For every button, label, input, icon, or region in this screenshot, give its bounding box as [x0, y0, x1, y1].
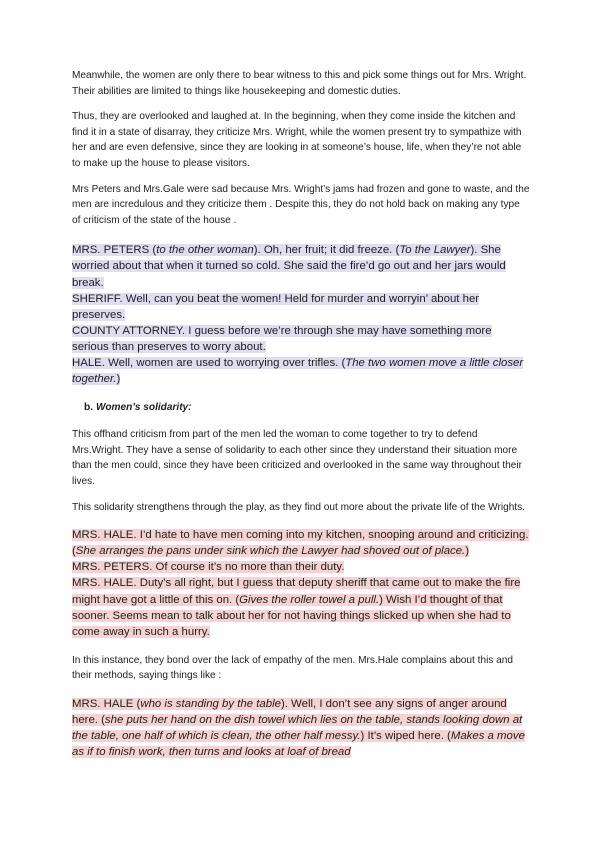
quote-peters-line: MRS. PETERS (to the other woman). Oh, her fruit; it did freeze. (To the Lawyer). She worried about that when it turned so cold. She said the fire’d go out and her jars would break.: [72, 244, 506, 289]
paragraph-2: Thus, they are overlooked and laughed at. In the beginning, when they come inside the kitchen and find it in a state of disarray, they criticize Mrs. Wright, while the women present try to sympathize with her and are even defensive, since they are looking in at someone’s house, life, when they’re not able to make up the house to please visitors.: [72, 111, 522, 169]
quote-hale-line-2: MRS. HALE. Duty’s all right, but I guess that deputy sheriff that came out to make the fire might have got a little of this on. (Gives the roller towel a pull.) Wish I’d thought of that sooner. Seems mean to talk about her for not having things slicked up when she had to come away in such a hurry.: [72, 577, 521, 638]
quote-peters-line: MRS. PETERS. Of course it’s no more than their duty.: [72, 561, 345, 574]
paragraph-5: This solidarity strengthens through the play, as they find out more about the private life of the Wrights.: [72, 501, 525, 513]
heading-text: Women’s solidarity:: [95, 402, 192, 414]
paragraph-3: Mrs Peters and Mrs.Gale were sad because Mrs. Wright’s jams had frozen and gone to waste, and the men are incredulous and they criticize them . Despite this, they do not hold back on making any type of criticism of the state of the house .: [72, 183, 530, 226]
quote-block-3: [72, 696, 530, 760]
heading-number: b.: [84, 402, 93, 414]
paragraph-4: This offhand criticism from part of the men led the woman to come together to try to defend Mrs.Wright. They have a sense of solidarity to each other since they understand their situation more than the men could, since they have been criticized and overlooked in the same way throughout their lives.: [72, 429, 523, 487]
quote-county-line: COUNTY ATTORNEY. I guess before we’re through she may have something more serious than preserves to worry about.: [72, 324, 492, 353]
section-heading: [84, 400, 530, 415]
quote-hale-line: HALE. Well, women are used to worrying over trifles. (The two women move a little closer together.): [72, 357, 524, 386]
quote-sheriff-line: SHERIFF. Well, can you beat the women! Held for murder and worryin’ about her preserves.: [72, 292, 480, 321]
quote-block-1: [72, 242, 530, 387]
paragraph-1: Meanwhile, the women are only there to bear witness to this and pick some things out for Mrs. Wright. Their abilities are limited to things like housekeeping and domestic duties.: [72, 70, 527, 97]
paragraph-6: In this instance, they bond over the lack of empathy of the men. Mrs.Hale complains about this and their methods, saying things like :: [72, 654, 514, 682]
quote-hale-line-1: MRS. HALE. I’d hate to have men coming into my kitchen, snooping around and criticizing. (She arranges the pans under sink which the Lawyer had shoved out of place.): [72, 529, 529, 558]
quote-block-2: [72, 527, 530, 640]
quote-hale-line-3: MRS. HALE (who is standing by the table). Well, I don’t see any signs of anger around here. (she puts her hand on the dish towel which lies on the table, stands looking down at the table, one half of which is clean, the other half messy.) It’s wiped here. (Makes a move as if to finish work, then turns and looks at loaf of bread: [72, 698, 525, 759]
